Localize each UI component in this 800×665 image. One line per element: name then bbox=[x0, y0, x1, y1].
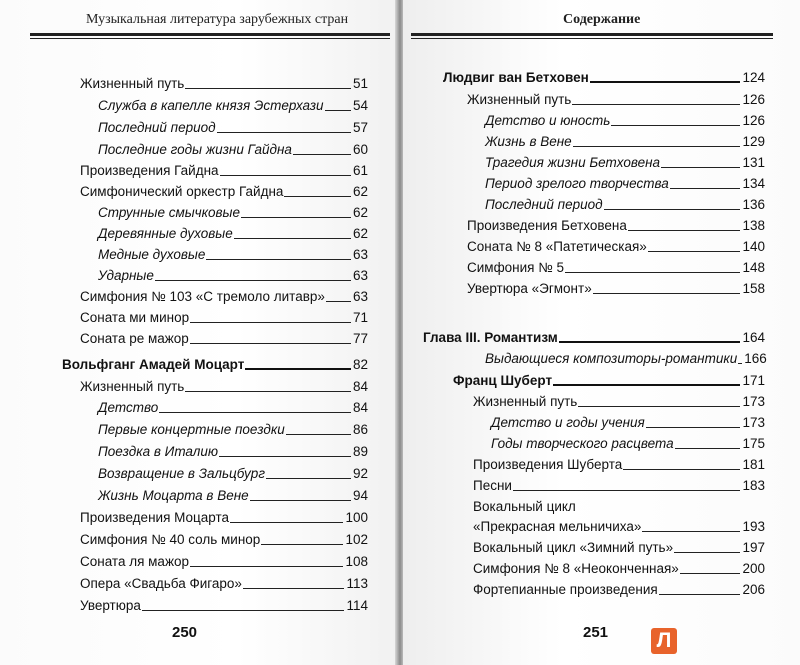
running-head: Содержание bbox=[563, 12, 641, 27]
toc-entry: Годы творческого расцвета 175 bbox=[491, 436, 765, 451]
toc-entry: Жизнь Моцарта в Вене 94 bbox=[98, 488, 368, 503]
toc-entry: Соната ля мажор 108 bbox=[80, 554, 368, 569]
toc-entry: Последний период 136 bbox=[485, 197, 765, 212]
toc-entry: Служба в капелле князя Эстерхази 54 bbox=[98, 98, 368, 113]
toc-entry-section: Людвиг ван Бетховен 124 bbox=[443, 70, 765, 85]
toc-entry: Произведения Гайдна 61 bbox=[80, 163, 368, 178]
right-page bbox=[403, 0, 800, 665]
header-rule-thin bbox=[411, 38, 773, 39]
toc-entry: Увертюра 114 bbox=[80, 598, 368, 613]
toc-entry: Жизненный путь 126 bbox=[467, 92, 765, 107]
toc-entry: Струнные смычковые 62 bbox=[98, 205, 368, 220]
toc-entry: Детство и юность 126 bbox=[485, 113, 765, 128]
toc-entry: Симфонический оркестр Гайдна 62 bbox=[80, 184, 368, 199]
toc-entry: Период зрелого творчества 134 bbox=[485, 176, 765, 191]
toc-entry: Произведения Шуберта 181 bbox=[473, 457, 765, 472]
left-page bbox=[0, 0, 397, 665]
page-number: 250 bbox=[172, 624, 198, 641]
toc-entry: Поездка в Италию 89 bbox=[98, 444, 368, 459]
toc-entry: Симфония № 8 «Неоконченная» 200 bbox=[473, 561, 765, 576]
page-number: 251 bbox=[583, 624, 609, 641]
toc-entry: Выдающиеся композиторы-романтики 166 bbox=[485, 351, 767, 366]
toc-entry-section: Франц Шуберт 171 bbox=[453, 373, 765, 388]
toc-entry: Симфония № 103 «С тремоло литавр» 63 bbox=[80, 289, 368, 304]
toc-entry: Жизненный путь 84 bbox=[80, 379, 368, 394]
header-rule bbox=[411, 33, 773, 36]
toc-entry: Песни 183 bbox=[473, 478, 765, 493]
toc-entry: Возвращение в Зальцбург 92 bbox=[98, 466, 368, 481]
toc-entry: Увертюра «Эгмонт» 158 bbox=[467, 281, 765, 296]
toc-entry: «Прекрасная мельничиха» 193 bbox=[473, 519, 765, 534]
toc-entry: Соната ми минор 71 bbox=[80, 310, 368, 325]
toc-entry: Последний период 57 bbox=[98, 120, 368, 135]
toc-entry: Детство 84 bbox=[98, 400, 368, 415]
toc-entry-section: Вольфганг Амадей Моцарт 82 bbox=[62, 357, 368, 372]
toc-entry: Произведения Моцарта 100 bbox=[80, 510, 368, 525]
toc-entry: Опера «Свадьба Фигаро» 113 bbox=[80, 576, 368, 591]
toc-entry: Фортепианные произведения 206 bbox=[473, 582, 765, 597]
toc-entry: Произведения Бетховена 138 bbox=[467, 218, 765, 233]
toc-entry: Медные духовые 63 bbox=[98, 247, 368, 262]
header-rule-thin bbox=[30, 38, 390, 39]
toc-entry: Вокальный цикл bbox=[473, 499, 576, 514]
toc-entry-chapter: Глава III. Романтизм 164 bbox=[423, 330, 765, 345]
header-rule bbox=[30, 33, 390, 36]
toc-entry: Трагедия жизни Бетховена 131 bbox=[485, 155, 765, 170]
toc-entry: Симфония № 40 соль минор 102 bbox=[80, 532, 368, 547]
toc-entry: Жизненный путь 51 bbox=[80, 76, 368, 91]
toc-entry: Соната ре мажор 77 bbox=[80, 331, 368, 346]
toc-entry: Детство и годы учения 173 bbox=[491, 415, 765, 430]
toc-entry: Первые концертные поездки 86 bbox=[98, 422, 368, 437]
toc-entry: Ударные 63 bbox=[98, 268, 368, 283]
toc-entry: Деревянные духовые 62 bbox=[98, 226, 368, 241]
publisher-logo-icon: Л bbox=[651, 628, 677, 654]
toc-entry: Жизнь в Вене 129 bbox=[485, 134, 765, 149]
toc-entry: Последние годы жизни Гайдна 60 bbox=[98, 142, 368, 157]
toc-entry: Симфония № 5 148 bbox=[467, 260, 765, 275]
toc-entry: Вокальный цикл «Зимний путь» 197 bbox=[473, 540, 765, 555]
running-head: Музыкальная литература зарубежных стран bbox=[86, 12, 349, 27]
toc-entry: Жизненный путь 173 bbox=[473, 394, 765, 409]
toc-entry: Соната № 8 «Патетическая» 140 bbox=[467, 239, 765, 254]
